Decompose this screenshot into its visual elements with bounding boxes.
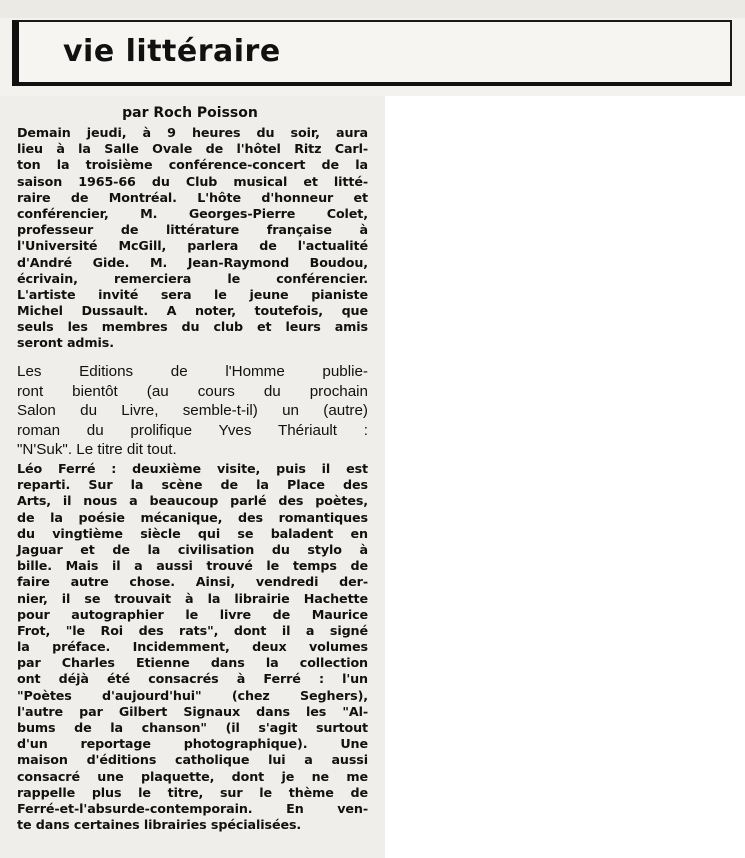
text-line: ront bientôt (au cours du prochain	[17, 382, 368, 400]
text-line: "N'Suk". Le titre dit tout.	[17, 441, 177, 458]
text-line: Ferré-et-l'absurde-contemporain. En ven-	[17, 800, 368, 816]
blank-area	[385, 96, 745, 858]
text-line: Salon du Livre, semble-t-il) un (autre)	[17, 402, 368, 419]
text-line: consacré une plaquette, dont je ne me	[17, 768, 368, 784]
text-line: par Charles Etienne dans la collection	[17, 655, 368, 671]
text-line: de la poésie mécanique, des romantiques	[17, 509, 368, 525]
text-line: faire autre chose. Ainsi, vendredi der-	[17, 574, 368, 590]
text-line: rappelle plus le titre, sur le thème de	[17, 784, 368, 800]
text-line: du vingtième siècle qui se baladent en	[17, 525, 368, 541]
text-line: l'Université McGill, parlera de l'actualité	[17, 238, 368, 254]
text-line: écrivain, remerciera le conférencier.	[17, 270, 368, 286]
text-line: L'artiste invité sera le jeune pianiste	[17, 286, 368, 302]
text-line: pour autographier le livre de Maurice	[17, 606, 368, 622]
paragraph-leo-ferre	[17, 461, 368, 833]
text-line: bille. Mais il a aussi trouvé le temps de	[17, 558, 368, 574]
text-line: Léo Ferré : deuxième visite, puis il est	[17, 461, 368, 476]
text-line: conférencier, M. Georges-Pierre Colet,	[17, 205, 368, 221]
paragraph-club-concert	[17, 125, 368, 352]
text-line: "Poètes d'aujourd'hui" (chez Seghers),	[17, 687, 368, 703]
text-line: l'autre par Gilbert Signaux dans les "Al-	[17, 703, 368, 719]
section-header-box	[12, 20, 732, 86]
text-line: te dans certaines librairies spécialisées.	[17, 817, 302, 833]
text-line: bums de la chanson" (il s'agit surtout	[17, 720, 368, 735]
text-line: Frot, "le Roi des rats", dont il a signé	[17, 622, 368, 638]
text-line: raire de Montréal. L'hôte d'honneur et	[17, 189, 368, 205]
text-line: roman du prolifique Yves Thériault :	[17, 421, 368, 439]
text-line: reparti. Sur la scène de la Place des	[17, 477, 368, 493]
text-line: Demain jeudi, à 9 heures du soir, aura	[17, 125, 368, 140]
text-line: Arts, il nous a beaucoup parlé des poètes,	[17, 493, 368, 509]
section-title: vie littéraire	[63, 34, 281, 69]
text-line: ont déjà été consacrés à Ferré : l'un	[17, 671, 368, 687]
page-top-margin	[0, 0, 745, 18]
text-line: seuls les membres du club et leurs amis	[17, 319, 368, 335]
text-line: Michel Dussault. A noter, toutefois, que	[17, 303, 368, 319]
text-line: ton la troisième conférence-concert de la	[17, 157, 368, 173]
text-line: nier, il se trouvait à la librairie Hachette	[17, 590, 368, 606]
text-line: Les Editions de l'Homme publie-	[17, 363, 368, 380]
text-line: d'un reportage photographique). Une	[17, 736, 368, 752]
article-byline: par Roch Poisson	[122, 105, 258, 121]
text-line: professeur de littérature française à	[17, 222, 368, 238]
text-line: Jaguar et de la civilisation du stylo à	[17, 541, 368, 557]
text-line: seront admis.	[17, 335, 114, 351]
paragraph-editions-homme	[17, 362, 368, 460]
text-line: maison d'éditions catholique lui a aussi	[17, 752, 368, 768]
text-line: la préface. Incidemment, deux volumes	[17, 639, 368, 655]
text-line: saison 1965-66 du Club musical et litté-	[17, 173, 368, 189]
text-line: lieu à la Salle Ovale de l'hôtel Ritz Carl-	[17, 141, 368, 157]
text-line: d'André Gide. M. Jean-Raymond Boudou,	[17, 254, 368, 270]
